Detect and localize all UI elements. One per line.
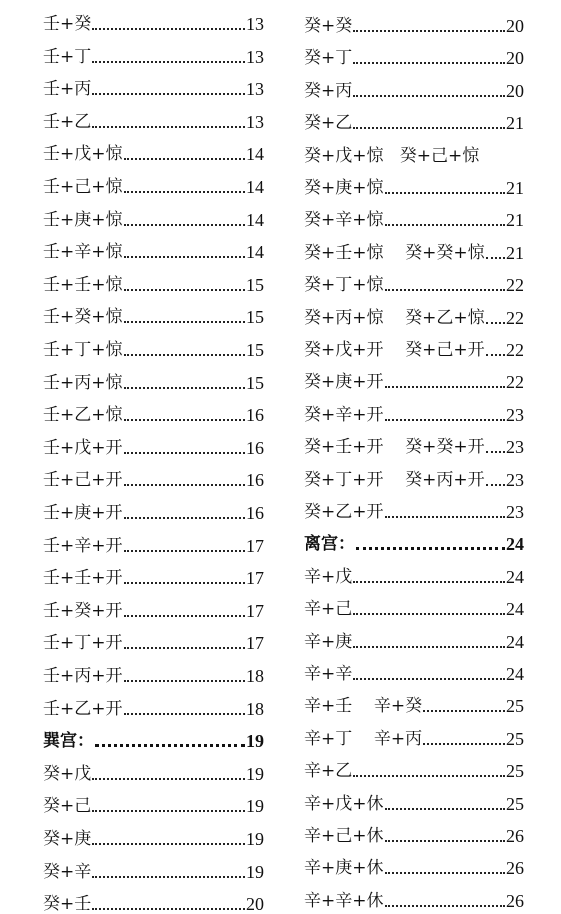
toc-page-number: 14 [246,242,264,263]
toc-entry [304,493,524,521]
toc-entry-label: 癸+丙+惊 癸+乙+惊 [304,307,485,328]
toc-entry [43,201,264,229]
toc-entry-label: 辛+辛+休 [304,890,384,911]
toc-page-number: 14 [246,144,264,165]
toc-entry-label: 癸+戊+开 癸+己+开 [304,340,485,360]
toc-entry [304,7,524,35]
toc-dot-leader [124,452,246,454]
toc-entry [304,785,524,813]
toc-entry [43,38,264,66]
toc-page-number: 22 [506,275,524,296]
toc-page-number: 24 [506,664,524,684]
toc-entry [304,655,524,683]
toc-entry [43,624,264,652]
toc-dot-leader [124,354,246,356]
toc-entry [304,623,524,651]
toc-entry-label: 壬+戊+惊 [43,144,123,165]
toc-entry [43,5,264,33]
toc-entry-label: 辛+己+休 [304,826,384,846]
toc-entry-label: 辛+戊 [304,566,353,587]
toc-entry [304,72,524,100]
toc-dot-leader [92,93,245,95]
toc-dot-leader [124,647,246,649]
toc-entry-label: 癸+丁 [304,48,353,69]
toc-dot-leader [124,387,246,389]
toc-page-number: 26 [506,826,524,846]
toc-entry [304,39,524,67]
toc-entry [304,396,524,424]
toc-entry-label: 壬+癸+开 [43,600,123,621]
toc-dot-leader [124,289,246,291]
toc-page-number: 22 [506,307,524,328]
toc-dot-leader [486,484,505,486]
toc-dot-leader [486,322,505,324]
toc-dot-leader [124,615,246,617]
toc-entry [304,169,524,197]
toc-page-number: 14 [246,209,264,230]
toc-page-number: 22 [506,340,524,360]
toc-page-number: 19 [246,861,264,882]
toc-entry-label: 癸+庚 [43,829,92,849]
toc-entry [304,201,524,229]
toc-entry [43,690,264,718]
toc-page-number: 19 [246,763,264,784]
toc-dot-leader [385,289,506,291]
toc-entry-label: 壬+丙+惊 [43,372,123,393]
toc-entry-label: 癸+乙+开 [304,502,384,522]
toc-entry [43,70,264,98]
toc-dot-leader [92,126,245,128]
toc-entry [304,428,524,456]
toc-page-number: 21 [506,242,524,263]
toc-dot-leader [353,775,505,777]
toc-entry [43,396,264,424]
toc-page-number: 16 [246,437,264,458]
toc-dot-leader [353,62,505,64]
toc-dot-leader [385,419,506,421]
toc-page-number: 22 [506,372,524,393]
toc-dot-leader [124,517,246,519]
toc-dot-leader [423,710,505,712]
toc-page-number: 25 [506,793,524,814]
toc-page-number: 20 [506,80,524,101]
toc-entry [304,266,524,294]
toc-entry-label: 壬+癸+惊 [43,307,123,328]
toc-entry [43,559,264,587]
toc-page-number: 24 [506,534,524,555]
toc-dot-leader [124,191,246,193]
toc-entry-label: 壬+辛+开 [43,535,123,556]
toc-entry-label: 壬+癸 [43,14,92,34]
toc-page-number: 20 [246,894,264,914]
toc-dot-leader [353,95,505,97]
toc-dot-leader [385,905,506,907]
toc-page-number: 23 [506,502,524,522]
toc-entry-label: 癸+壬+惊 癸+癸+惊 [304,242,485,263]
toc-entry-label: 癸+丙 [304,80,353,101]
toc-dot-leader [124,713,246,715]
toc-entry-label: 壬+丁+开 [43,633,123,654]
toc-entry-label: 辛+丁 辛+丙 [304,728,423,749]
toc-entry-label: 辛+己 [304,599,353,620]
toc-dot-leader [385,516,506,518]
toc-dot-leader [95,744,245,747]
toc-page-number: 25 [506,761,524,782]
toc-entry [304,687,524,715]
toc-entry-label: 壬+庚+惊 [43,209,123,230]
toc-entry [304,558,524,586]
toc-dot-leader [353,613,505,615]
toc-entry-label: 壬+丙+开 [43,666,123,686]
toc-page-number: 13 [246,79,264,100]
toc-dot-leader [124,484,246,486]
toc-entry-label: 壬+戊+开 [43,437,123,458]
toc-entry [304,590,524,618]
toc-page-number: 15 [246,340,264,360]
toc-dot-leader [124,419,246,421]
toc-entry [43,168,264,196]
toc-entry-label: 癸+辛+开 [304,404,384,425]
toc-entry [304,363,524,391]
toc-entry [43,103,264,131]
toc-entry-label: 辛+戊+休 [304,793,384,814]
toc-entry-label: 癸+辛 [43,861,92,882]
toc-dot-leader [353,127,505,129]
toc-dot-leader [423,743,505,745]
toc-dot-leader [92,843,245,845]
toc-dot-leader [124,256,246,258]
toc-page-number: 18 [246,666,264,686]
toc-entry-label: 癸+庚+惊 [304,178,384,198]
toc-page-number: 16 [246,470,264,491]
toc-page-number: 20 [506,16,524,36]
toc-page-number: 17 [246,600,264,621]
toc-dot-leader [486,354,505,356]
toc-entry [304,817,524,845]
toc-dot-leader [92,28,245,30]
toc-dot-leader [385,386,506,388]
toc-page-number: 23 [506,469,524,490]
toc-entry [304,137,524,165]
toc-page-number: 25 [506,696,524,717]
toc-entry [43,135,264,163]
toc-dot-leader [385,192,506,194]
toc-entry [304,234,524,262]
toc-entry-label: 癸+戊 [43,763,92,784]
toc-entry-label: 壬+乙 [43,111,92,132]
toc-dot-leader [124,321,246,323]
toc-entry-label: 癸+乙 [304,113,353,134]
toc-entry-label: 壬+壬+开 [43,568,123,589]
toc-entry [304,299,524,327]
toc-section-heading [304,525,524,553]
toc-page-number: 13 [246,14,264,34]
toc-page-number: 25 [506,728,524,749]
toc-page-number: 17 [246,568,264,589]
toc-entry-label: 癸+癸 [304,16,353,36]
toc-entry [43,592,264,620]
toc-entry [43,885,264,913]
toc-dot-leader [124,680,246,682]
toc-dot-leader [353,678,505,680]
toc-entry-label: 壬+己+开 [43,470,123,491]
toc-page-number: 21 [506,178,524,198]
toc-entry [43,364,264,392]
toc-entry [43,527,264,555]
toc-entry-label: 辛+庚+休 [304,858,384,879]
toc-entry-label: 辛+乙 [304,761,353,782]
toc-entry [304,882,524,910]
toc-entry-label: 癸+壬+开 癸+癸+开 [304,437,485,458]
toc-page-number: 19 [246,829,264,849]
toc-page-number: 17 [246,633,264,654]
toc-dot-leader [486,451,505,453]
toc-dot-leader [92,778,245,780]
toc-page-number: 26 [506,890,524,911]
toc-entry-label: 离宫： [304,534,355,555]
toc-dot-leader [92,908,245,910]
toc-entry-label: 癸+己 [43,796,92,817]
toc-dot-leader [353,646,505,648]
toc-entry [304,752,524,780]
toc-entry [43,755,264,783]
toc-entry [43,494,264,522]
toc-entry-label: 壬+庚+开 [43,503,123,523]
toc-entry-label: 癸+丁+开 癸+丙+开 [304,469,485,490]
toc-entry-label: 壬+乙+开 [43,698,123,719]
toc-page-number: 14 [246,177,264,197]
toc-page-number: 19 [246,796,264,817]
toc-entry [43,853,264,881]
toc-page-number: 20 [506,48,524,69]
toc-page-number: 24 [506,631,524,652]
toc-entry-label: 癸+丁+惊 [304,275,384,296]
toc-entry [304,461,524,489]
toc-page-number: 13 [246,46,264,67]
toc-dot-leader [124,582,246,584]
toc-page-number: 19 [246,731,264,752]
toc-entry-label: 癸+辛+惊 [304,210,384,231]
toc-entry-label: 癸+壬 [43,894,92,914]
toc-entry-label: 巽宫： [43,731,94,752]
toc-entry [43,787,264,815]
toc-page-number: 16 [246,405,264,426]
toc-dot-leader [385,808,506,810]
toc-entry [304,720,524,748]
toc-page-number: 16 [246,503,264,523]
toc-page-number: 13 [246,111,264,132]
toc-entry-label: 壬+乙+惊 [43,405,123,426]
toc-dot-leader [124,224,246,226]
toc-entry-label: 癸+庚+开 [304,372,384,393]
toc-entry-label: 壬+己+惊 [43,177,123,197]
toc-page-number: 15 [246,307,264,328]
toc-page-number: 21 [506,210,524,231]
toc-page-number: 18 [246,698,264,719]
toc-dot-leader [124,158,246,160]
toc-page-number: 24 [506,566,524,587]
toc-page-number: 24 [506,599,524,620]
toc-page-number: 15 [246,372,264,393]
toc-entry [43,429,264,457]
toc-page-number: 23 [506,404,524,425]
toc-entry-label: 癸+戊+惊 癸+己+惊 [304,145,480,166]
toc-entry [43,461,264,489]
toc-entry [304,331,524,359]
toc-entry-label: 壬+壬+惊 [43,274,123,295]
toc-page-number: 23 [506,437,524,458]
toc-entry [43,331,264,359]
toc-page-number: 17 [246,535,264,556]
toc-page-number: 15 [246,274,264,295]
toc-page-number: 21 [506,113,524,134]
toc-entry [43,266,264,294]
toc-dot-leader [486,257,505,259]
toc-entry [43,820,264,848]
toc-entry [304,849,524,877]
toc-entry-label: 辛+辛 [304,664,353,684]
toc-entry-label: 辛+庚 [304,631,353,652]
toc-dot-leader [385,840,506,842]
toc-entry-label: 辛+壬 辛+癸 [304,696,423,717]
toc-entry-label: 壬+丁 [43,46,92,67]
toc-entry [43,657,264,685]
toc-dot-leader [92,810,245,812]
toc-dot-leader [92,61,245,63]
toc-entry-label: 壬+辛+惊 [43,242,123,263]
toc-page-number: 26 [506,858,524,879]
toc-dot-leader [385,872,506,874]
toc-entry [43,298,264,326]
toc-entry-label: 壬+丙 [43,79,92,100]
toc-dot-leader [124,550,246,552]
toc-entry [43,233,264,261]
toc-entry-label: 壬+丁+惊 [43,340,123,360]
toc-dot-leader [353,30,505,32]
toc-dot-leader [385,224,506,226]
toc-entry [304,104,524,132]
toc-dot-leader [356,547,505,550]
toc-dot-leader [353,581,505,583]
toc-dot-leader [92,876,245,878]
toc-section-heading [43,722,264,750]
